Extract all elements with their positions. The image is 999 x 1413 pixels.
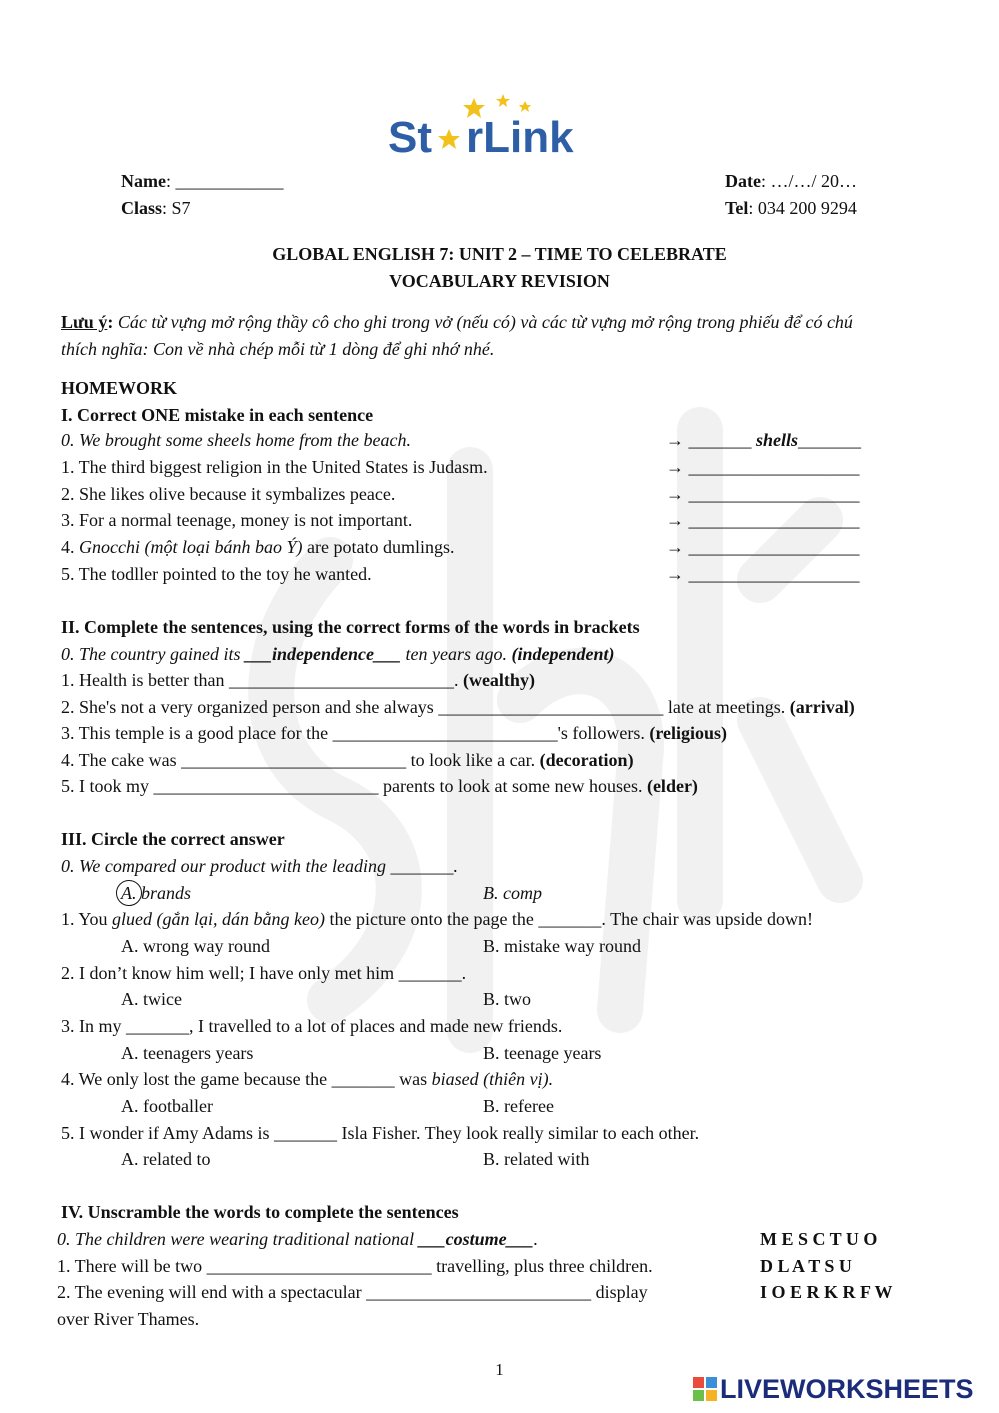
s3-q4-option-b[interactable]: B. referee: [483, 1096, 554, 1116]
answer-blank[interactable]: _________________________: [228, 670, 454, 690]
class-field: [121, 197, 191, 219]
arrow-icon: →: [666, 457, 684, 477]
section-2-heading: II. Complete the sentences, using the correct forms of the words in brackets: [61, 617, 640, 637]
s1-item-4: 4. Gnocchi (một loại bánh bao Ý) are potato dumlings.: [61, 537, 455, 557]
s1-item-1: 1. The third biggest religion in the United States is Judasm.: [61, 457, 488, 477]
s2-item-3: 3. This temple is a good place for the _________________________'s followers. (religious): [61, 723, 728, 743]
starlink-logo: [384, 92, 616, 162]
s1-answer-1[interactable]: → ___________________: [666, 457, 860, 477]
note-label: Lưu ý: [61, 312, 108, 332]
liveworksheets-text: LIVEWORKSHEETS: [720, 1373, 974, 1404]
s3-example-option-b: B. comp: [483, 883, 542, 903]
s1-item-5: 5. The todller pointed to the toy he wanted.: [61, 564, 372, 584]
s3-q4-option-a[interactable]: A. footballer: [121, 1096, 213, 1116]
section-3-heading: III. Circle the correct answer: [61, 829, 285, 849]
page-number: 1: [495, 1360, 504, 1379]
s4-item-2: 2. The evening will end with a spectacular _________________________ display: [57, 1282, 648, 1302]
note-line-2: thích nghĩa: Con về nhà chép mỗi từ 1 dòng để ghi nhớ nhé.: [61, 339, 495, 359]
s4-item-1: 1. There will be two _________________________ travelling, plus three children.: [57, 1256, 653, 1276]
s3-question-3: 3. In my _______, I travelled to a lot of places and made new friends.: [61, 1016, 563, 1036]
arrow-icon: →: [666, 484, 684, 504]
s1-example: 0. We brought some sheels home from the beach.: [61, 430, 411, 450]
date-label: Date: [725, 171, 761, 191]
s4-example-answer: costume: [445, 1229, 507, 1249]
s4-example-letters: M E S C T U O: [760, 1229, 878, 1249]
s3-q5-option-b[interactable]: B. related with: [483, 1149, 590, 1169]
s2-example-answer: independence: [271, 644, 374, 664]
s3-q2-option-a[interactable]: A. twice: [121, 989, 182, 1009]
s1-answer-2[interactable]: → ___________________: [666, 484, 860, 504]
svg-text:St: St: [388, 113, 432, 162]
note-text: Các từ vựng mở rộng thầy cô cho ghi trong vở (nếu có) và các từ vựng mở rộng trong phiếu để có chú: [117, 312, 853, 332]
answer-blank[interactable]: _________________________: [332, 723, 558, 743]
section-4-heading: IV. Unscramble the words to complete the sentences: [61, 1202, 459, 1222]
homework-heading: HOMEWORK: [61, 378, 177, 398]
s3-example-option-a: A. brands: [121, 883, 192, 903]
s2-item-4: 4. The cake was _________________________ to look like a car. (decoration): [61, 750, 634, 770]
s3-q3-option-a[interactable]: A. teenagers years: [121, 1043, 254, 1063]
s1-item-2: 2. She likes olive because it symbalizes peace.: [61, 484, 396, 504]
name-field: [121, 170, 284, 192]
liveworksheets-icon: [692, 1376, 718, 1402]
arrow-icon: →: [666, 537, 684, 557]
class-value: : S7: [162, 198, 191, 218]
s3-question-2: 2. I don’t know him well; I have only met him _______.: [61, 963, 467, 983]
arrow-icon: →: [666, 510, 684, 530]
s3-example: 0. We compared our product with the leading _______.: [61, 856, 458, 876]
s2-example: 0. The country gained its ___independence___ ten years ago. (independent): [61, 644, 615, 664]
svg-text:rLink: rLink: [466, 113, 574, 162]
s3-question-4: 4. We only lost the game because the _______ was biased (thiên vị).: [61, 1069, 554, 1089]
tel-value: : 034 200 9294: [748, 198, 857, 218]
s1-answer-5[interactable]: → ___________________: [666, 564, 860, 584]
worksheet-subtitle: VOCABULARY REVISION: [389, 271, 610, 291]
note-line-1: Lưu ý: Các từ vựng mở rộng thầy cô cho ghi trong vở (nếu có) và các từ vựng mở rộng trong phiếu để có chú: [61, 312, 853, 332]
s3-q1-option-a[interactable]: A. wrong way round: [121, 936, 270, 956]
s3-question-5: 5. I wonder if Amy Adams is _______ Isla Fisher. They look really similar to each other.: [61, 1123, 700, 1143]
answer-blank[interactable]: _________________________: [153, 776, 379, 796]
name-value: : ____________: [165, 171, 284, 191]
s1-answer-3[interactable]: → ___________________: [666, 510, 860, 530]
s4-item-1-letters: D L A T S U: [760, 1256, 852, 1276]
s3-q3-option-b[interactable]: B. teenage years: [483, 1043, 602, 1063]
s1-item-3: 3. For a normal teenage, money is not important.: [61, 510, 413, 530]
s4-item-2-continued: over River Thames.: [57, 1309, 200, 1329]
s3-q1-option-b[interactable]: B. mistake way round: [483, 936, 641, 956]
arrow-icon: →: [666, 564, 684, 584]
s3-q5-option-a[interactable]: A. related to: [121, 1149, 211, 1169]
s4-example: 0. The children were wearing traditional national ___costume___.: [57, 1229, 539, 1249]
tel-label: Tel: [725, 198, 749, 218]
name-label: Name: [121, 171, 166, 191]
s3-q2-option-b[interactable]: B. two: [483, 989, 532, 1009]
arrow-icon: →: [666, 430, 684, 450]
tel-field: [725, 197, 857, 219]
s1-example-answer: → _______ shells_______: [666, 430, 862, 450]
worksheet-title: GLOBAL ENGLISH 7: UNIT 2 – TIME TO CELEBRATE: [272, 244, 727, 264]
section-1-heading: I. Correct ONE mistake in each sentence: [61, 405, 374, 425]
s2-item-2: 2. She's not a very organized person and she always _________________________ late at meetings. (arrival): [61, 697, 855, 717]
s1-example-answer-word: shells: [756, 430, 799, 450]
s3-question-1: 1. You glued (gắn lại, dán bằng keo) the picture onto the page the _______. The chair was upside down!: [61, 909, 814, 929]
class-label: Class: [121, 198, 163, 218]
answer-blank[interactable]: _________________________: [181, 750, 407, 770]
date-value: : …/…/ 20…: [760, 171, 857, 191]
date-field: [725, 170, 857, 192]
liveworksheets-logo: [692, 1373, 974, 1405]
s4-item-2-letters: I O E R K R F W: [760, 1282, 893, 1302]
answer-blank[interactable]: _________________________: [438, 697, 664, 717]
s2-item-5: 5. I took my _________________________ parents to look at some new houses. (elder): [61, 776, 698, 796]
s2-item-1: 1. Health is better than _________________________. (wealthy): [61, 670, 535, 690]
s1-answer-4[interactable]: → ___________________: [666, 537, 860, 557]
